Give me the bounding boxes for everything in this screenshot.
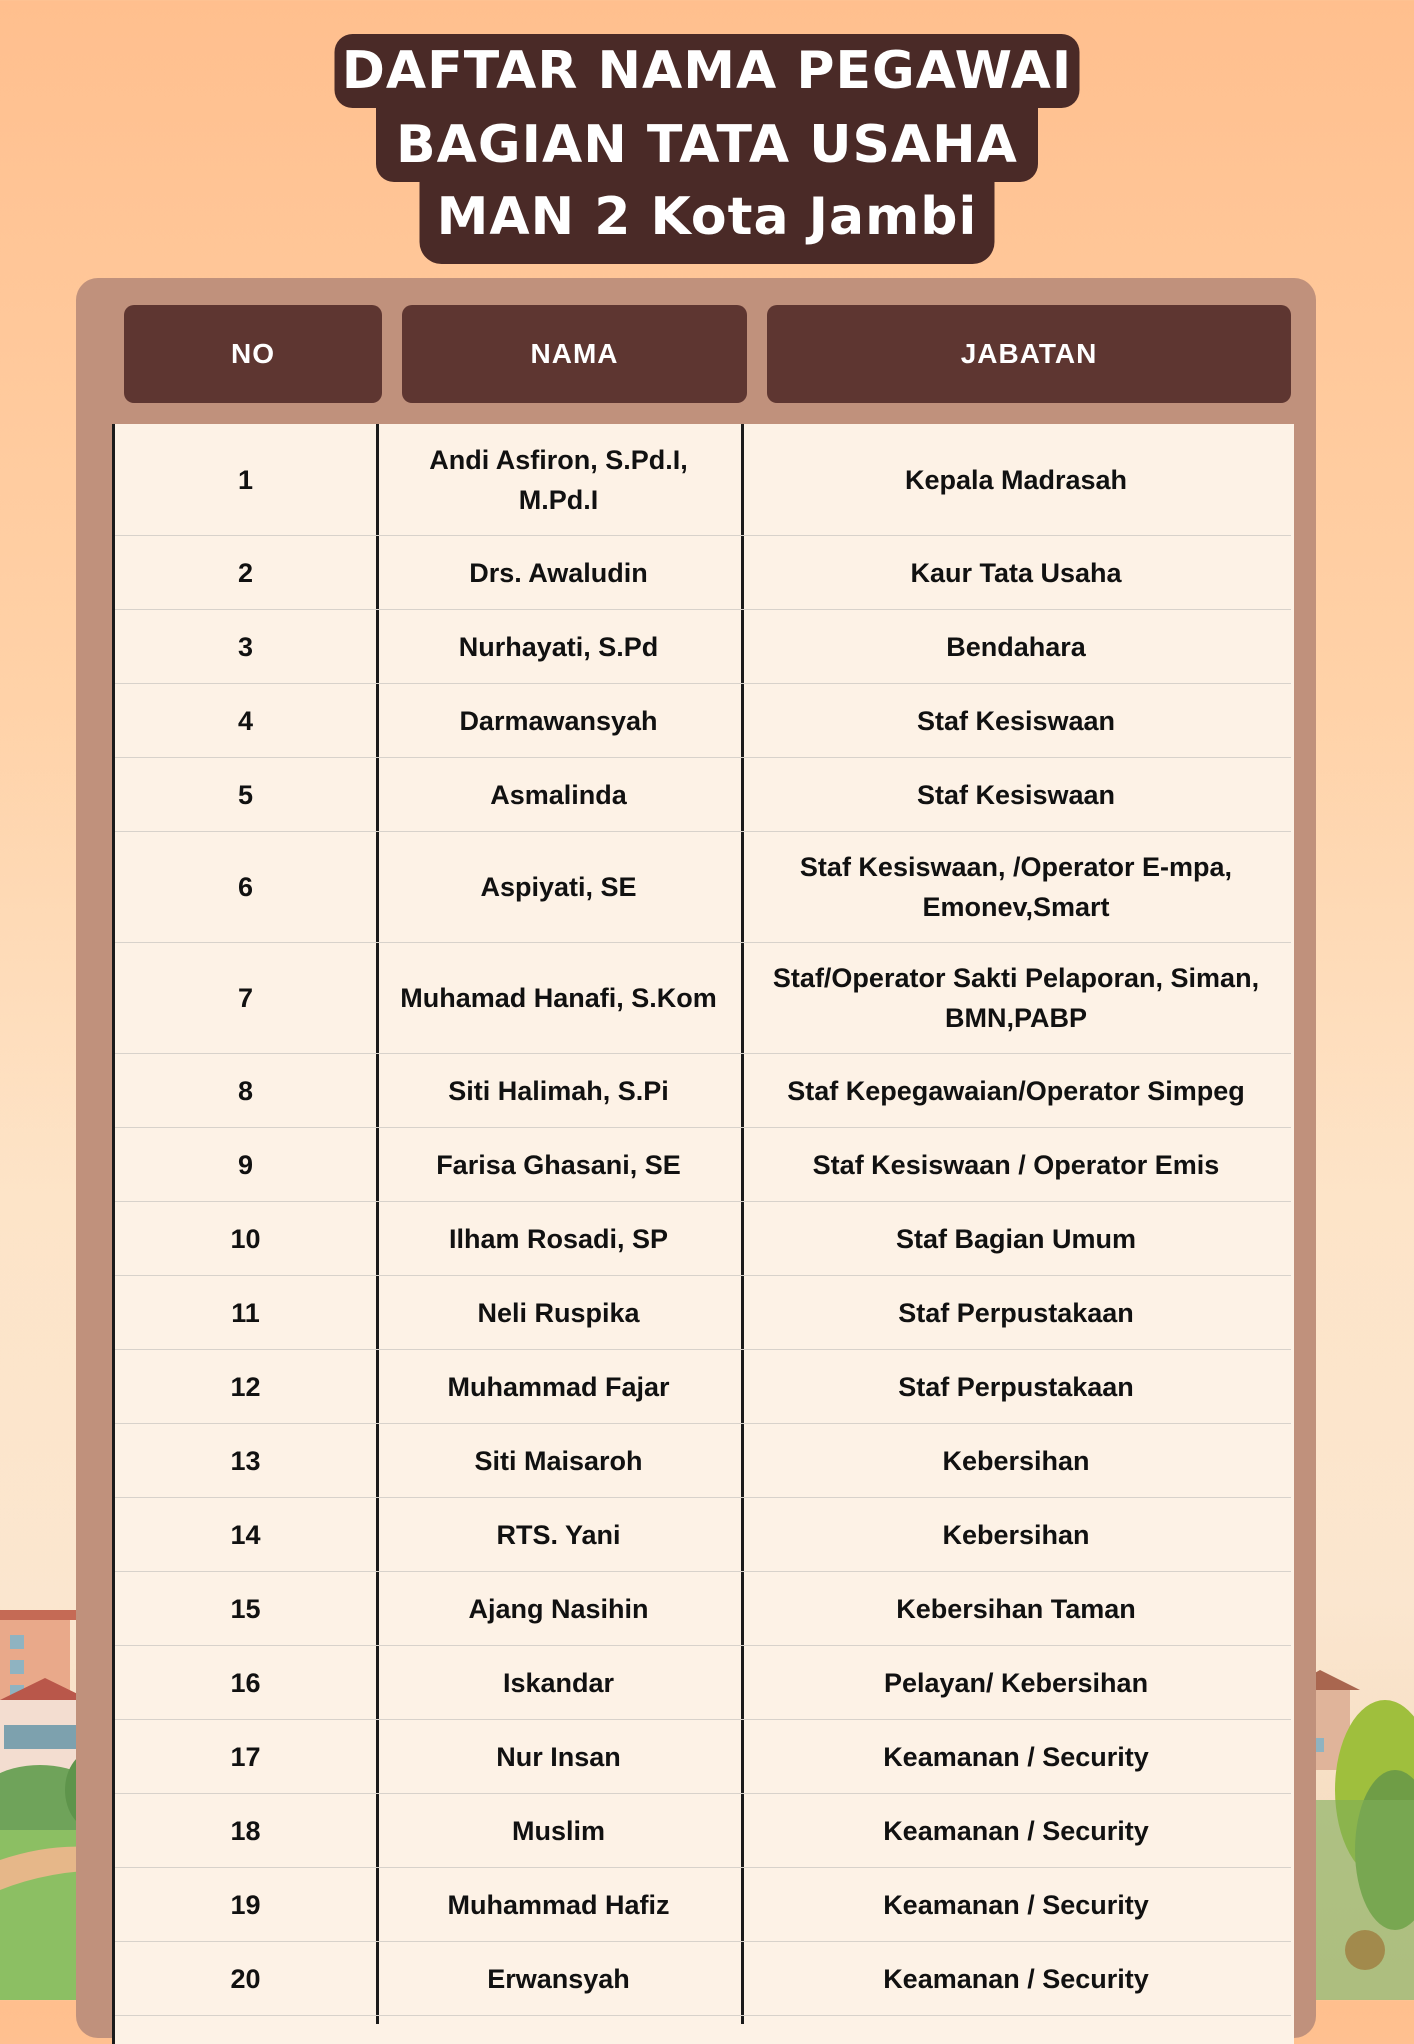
cell-jabatan: Pelayan/ Kebersihan	[883, 1667, 1149, 1698]
cell-jabatan: Staf/Operator Sakti Pelaporan, Siman, BMN,PABP	[772, 963, 1260, 1033]
cell-nama: Aspiyati, SE	[480, 872, 637, 902]
cell-nama: Asmalinda	[490, 779, 627, 810]
cell-jabatan: Staf Kesiswaan, /Operator E-mpa, Emonev,Smart	[799, 852, 1233, 922]
cell-nama: RTS. Yani	[496, 1519, 621, 1550]
table-rows	[115, 424, 1291, 2016]
table-row	[115, 1794, 1291, 1868]
cell-nama: Iskandar	[502, 1667, 615, 1698]
title-line-3: MAN 2 Kota Jambi	[420, 180, 995, 264]
cell-no: 4	[237, 705, 254, 736]
cell-no: 6	[237, 872, 254, 902]
cell-no: 3	[237, 631, 254, 662]
cell-jabatan: Keamanan / Security	[883, 1815, 1149, 1846]
cell-nama: Drs. Awaludin	[469, 557, 648, 588]
cell-jabatan: Staf Perpustakaan	[898, 1371, 1134, 1402]
cell-no: 14	[230, 1519, 261, 1550]
cell-jabatan: Staf Kesiswaan / Operator Emis	[812, 1149, 1220, 1180]
table-row	[115, 1868, 1291, 1942]
cell-no: 16	[230, 1667, 261, 1698]
column-header-nama: NAMA	[402, 305, 747, 403]
table-row	[115, 832, 1291, 943]
cell-jabatan: Kebersihan	[942, 1445, 1090, 1476]
column-header-jabatan: JABATAN	[767, 305, 1291, 403]
cell-nama: Darmawansyah	[459, 705, 658, 736]
cell-jabatan: Staf Bagian Umum	[895, 1223, 1137, 1254]
cell-jabatan: Kebersihan	[942, 1519, 1090, 1550]
cell-nama: Muhammad Hafiz	[447, 1889, 670, 1920]
cell-nama: Muhamad Hanafi, S.Kom	[400, 983, 717, 1013]
table-row	[115, 1720, 1291, 1794]
cell-jabatan: Kebersihan Taman	[896, 1593, 1136, 1624]
title-line-2: BAGIAN TATA USAHA	[376, 108, 1038, 182]
table-row	[115, 610, 1291, 684]
cell-no: 18	[230, 1815, 261, 1846]
table-row	[115, 1942, 1291, 2016]
cell-no: 12	[230, 1371, 261, 1402]
table-row	[115, 1646, 1291, 1720]
cell-no: 11	[231, 1297, 260, 1328]
table-row	[115, 536, 1291, 610]
table-row	[115, 1572, 1291, 1646]
title-line-1: DAFTAR NAMA PEGAWAI	[335, 34, 1080, 108]
table-row	[115, 684, 1291, 758]
cell-no: 13	[230, 1445, 261, 1476]
cell-jabatan: Staf Perpustakaan	[898, 1297, 1134, 1328]
cell-nama: Siti Halimah, S.Pi	[448, 1075, 669, 1106]
table-row	[115, 1498, 1291, 1572]
cell-nama: Muhammad Fajar	[447, 1371, 670, 1402]
cell-jabatan: Bendahara	[946, 631, 1086, 662]
cell-nama: Ajang Nasihin	[468, 1593, 649, 1624]
table-row	[115, 1054, 1291, 1128]
table-row	[115, 1350, 1291, 1424]
cell-no: 2	[237, 557, 254, 588]
cell-no: 17	[230, 1741, 261, 1772]
table-row	[115, 758, 1291, 832]
cell-no: 8	[237, 1075, 254, 1106]
cell-no: 19	[230, 1889, 261, 1920]
table-row	[115, 424, 1291, 536]
cell-no: 5	[237, 779, 254, 810]
cell-nama: Andi Asfiron, S.Pd.I, M.Pd.I	[429, 444, 688, 515]
cell-nama: Ilham Rosadi, SP	[448, 1223, 669, 1254]
cell-jabatan: Kepala Madrasah	[904, 464, 1128, 495]
cell-nama: Neli Ruspika	[477, 1297, 640, 1328]
cell-no: 9	[237, 1149, 254, 1180]
cell-jabatan: Staf Kepegawaian/Operator Simpeg	[787, 1075, 1245, 1106]
cell-no: 1	[237, 464, 254, 495]
cell-nama: Farisa Ghasani, SE	[436, 1149, 681, 1180]
table-row	[115, 1128, 1291, 1202]
cell-jabatan: Keamanan / Security	[883, 1889, 1149, 1920]
cell-no: 15	[230, 1593, 261, 1624]
cell-jabatan: Kaur Tata Usaha	[910, 557, 1122, 588]
cell-nama: Muslim	[511, 1815, 605, 1846]
cell-nama: Siti Maisaroh	[474, 1445, 643, 1476]
column-header-no: NO	[124, 305, 382, 403]
cell-nama: Nur Insan	[496, 1741, 621, 1772]
cell-no: 10	[230, 1223, 261, 1254]
cell-no: 20	[230, 1963, 261, 1994]
cell-nama: Erwansyah	[487, 1963, 630, 1994]
table-row	[115, 1424, 1291, 1498]
cell-no: 7	[237, 983, 254, 1013]
cell-jabatan: Keamanan / Security	[883, 1963, 1149, 1994]
cell-jabatan: Staf Kesiswaan	[916, 779, 1116, 810]
cell-jabatan: Staf Kesiswaan	[916, 705, 1116, 736]
cell-jabatan: Keamanan / Security	[883, 1741, 1149, 1772]
cell-nama: Nurhayati, S.Pd	[458, 631, 659, 662]
table-row	[115, 1202, 1291, 1276]
table-row	[115, 1276, 1291, 1350]
table-row	[115, 943, 1291, 1054]
